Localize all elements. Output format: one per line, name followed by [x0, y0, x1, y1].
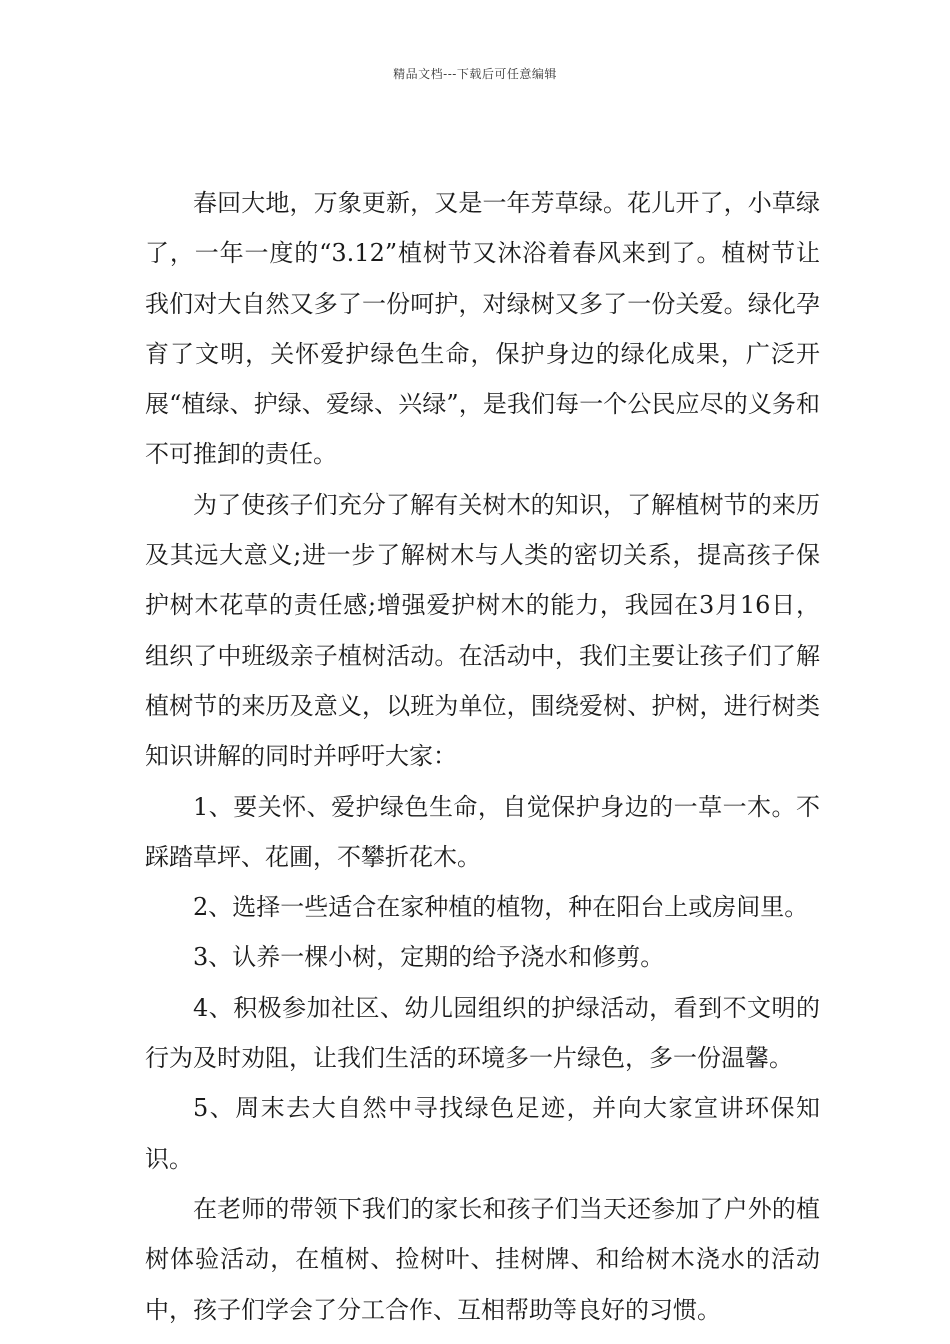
paragraph-activity: 为了使孩子们充分了解有关树木的知识，了解植树节的来历及其远大意义;进一步了解树木与人类的密切关系，提高孩子保护树木花草的责任感;增强爱护树木的能力，我园在3月16日，组织了中班级亲子植树活动。在活动中，我们主要让孩子们了解植树节的来历及意义，以班为单位，围绕爱树、护树，进行树类知识讲解的同时并呼吁大家： [145, 490, 820, 771]
list-item-3: 3、认养一棵小树，定期的给予浇水和修剪。 [193, 943, 665, 972]
list-item-2: 2、选择一些适合在家种植的植物，种在阳台上或房间里。 [193, 893, 809, 922]
list-item-5: 5、周末去大自然中寻找绿色足迹，并向大家宣讲环保知识。 [145, 1094, 820, 1173]
paragraph-intro: 春回大地，万象更新，又是一年芳草绿。花儿开了，小草绿了，一年一度的“3.12”植树节又沐浴着春风来到了。植树节让我们对大自然又多了一份呵护，对绿树又多了一份关爱。绿化孕育了文明，关怀爱护绿色生命，保护身边的绿化成果，广泛开展“植绿、护绿、爱绿、兴绿”，是我们每一个公民应尽的义务和不可推卸的责任。 [145, 189, 820, 469]
document-body [145, 178, 820, 1335]
list-item-1: 1、要关怀、爱护绿色生命，自觉保护身边的一草一木。不踩踏草坪、花圃，不攀折花木。 [145, 792, 820, 871]
page-header: 精品文档---下载后可任意编辑 [393, 67, 557, 81]
paragraph-conclusion: 在老师的带领下我们的家长和孩子们当天还参加了户外的植树体验活动，在植树、捡树叶、挂树牌、和给树木浇水的活动中，孩子们学会了分工合作、互相帮助等良好的习惯。 [145, 1194, 820, 1324]
list-item-4: 4、积极参加社区、幼儿园组织的护绿活动，看到不文明的行为及时劝阻，让我们生活的环境多一片绿色，多一份温馨。 [145, 993, 820, 1073]
